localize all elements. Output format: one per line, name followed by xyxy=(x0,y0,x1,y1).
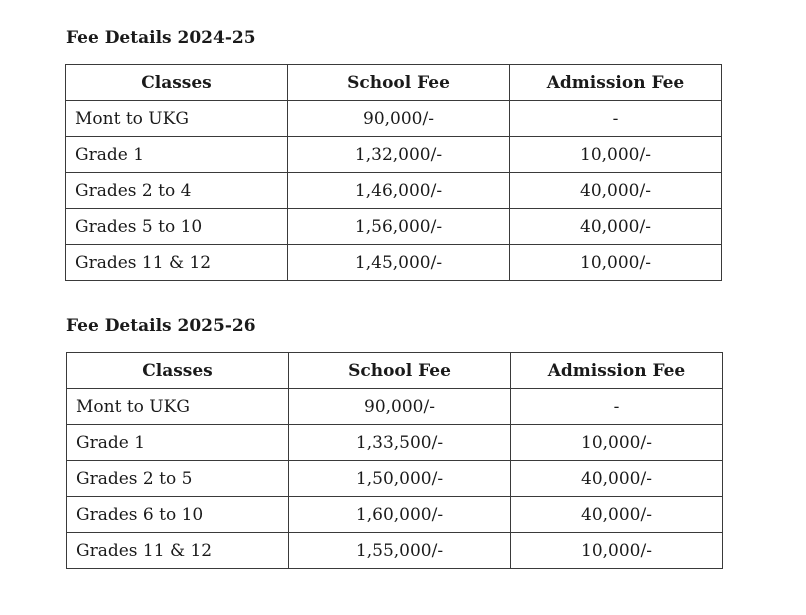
admission-fee-cell: 10,000/- xyxy=(510,137,722,173)
table-row xyxy=(67,533,723,569)
table-row xyxy=(67,425,723,461)
table-row xyxy=(67,389,723,425)
header-admission-fee: Admission Fee xyxy=(510,65,722,101)
admission-fee-cell: 10,000/- xyxy=(510,245,722,281)
school-fee-cell: 90,000/- xyxy=(288,101,510,137)
school-fee-cell: 1,33,500/- xyxy=(289,425,511,461)
table-header-row xyxy=(66,65,722,101)
admission-fee-cell: - xyxy=(510,101,722,137)
school-fee-cell: 1,46,000/- xyxy=(288,173,510,209)
table-row xyxy=(66,101,722,137)
class-cell: Grade 1 xyxy=(66,137,288,173)
class-cell: Grades 5 to 10 xyxy=(66,209,288,245)
header-admission-fee: Admission Fee xyxy=(511,353,723,389)
class-cell: Grades 2 to 5 xyxy=(67,461,289,497)
admission-fee-cell: - xyxy=(511,389,723,425)
fee-table-2025-26 xyxy=(66,352,723,569)
school-fee-cell: 1,32,000/- xyxy=(288,137,510,173)
table-row xyxy=(66,173,722,209)
school-fee-cell: 90,000/- xyxy=(289,389,511,425)
table-row xyxy=(66,245,722,281)
admission-fee-cell: 40,000/- xyxy=(510,173,722,209)
header-classes: Classes xyxy=(66,65,288,101)
school-fee-cell: 1,55,000/- xyxy=(289,533,511,569)
class-cell: Grades 11 & 12 xyxy=(67,533,289,569)
table-row xyxy=(67,497,723,533)
class-cell: Mont to UKG xyxy=(67,389,289,425)
class-cell: Grades 2 to 4 xyxy=(66,173,288,209)
school-fee-cell: 1,60,000/- xyxy=(289,497,511,533)
class-cell: Grades 11 & 12 xyxy=(66,245,288,281)
fee-table-2024-25 xyxy=(65,64,722,281)
table-row xyxy=(66,209,722,245)
class-cell: Grades 6 to 10 xyxy=(67,497,289,533)
admission-fee-cell: 40,000/- xyxy=(510,209,722,245)
section-title-2024-25: Fee Details 2024-25 xyxy=(66,28,256,48)
admission-fee-cell: 10,000/- xyxy=(511,533,723,569)
school-fee-cell: 1,50,000/- xyxy=(289,461,511,497)
admission-fee-cell: 10,000/- xyxy=(511,425,723,461)
header-school-fee: School Fee xyxy=(289,353,511,389)
header-school-fee: School Fee xyxy=(288,65,510,101)
school-fee-cell: 1,56,000/- xyxy=(288,209,510,245)
admission-fee-cell: 40,000/- xyxy=(511,461,723,497)
header-classes: Classes xyxy=(67,353,289,389)
admission-fee-cell: 40,000/- xyxy=(511,497,723,533)
table-header-row xyxy=(67,353,723,389)
table-row xyxy=(67,461,723,497)
section-title-2025-26: Fee Details 2025-26 xyxy=(66,316,256,336)
school-fee-cell: 1,45,000/- xyxy=(288,245,510,281)
class-cell: Mont to UKG xyxy=(66,101,288,137)
class-cell: Grade 1 xyxy=(67,425,289,461)
table-row xyxy=(66,137,722,173)
